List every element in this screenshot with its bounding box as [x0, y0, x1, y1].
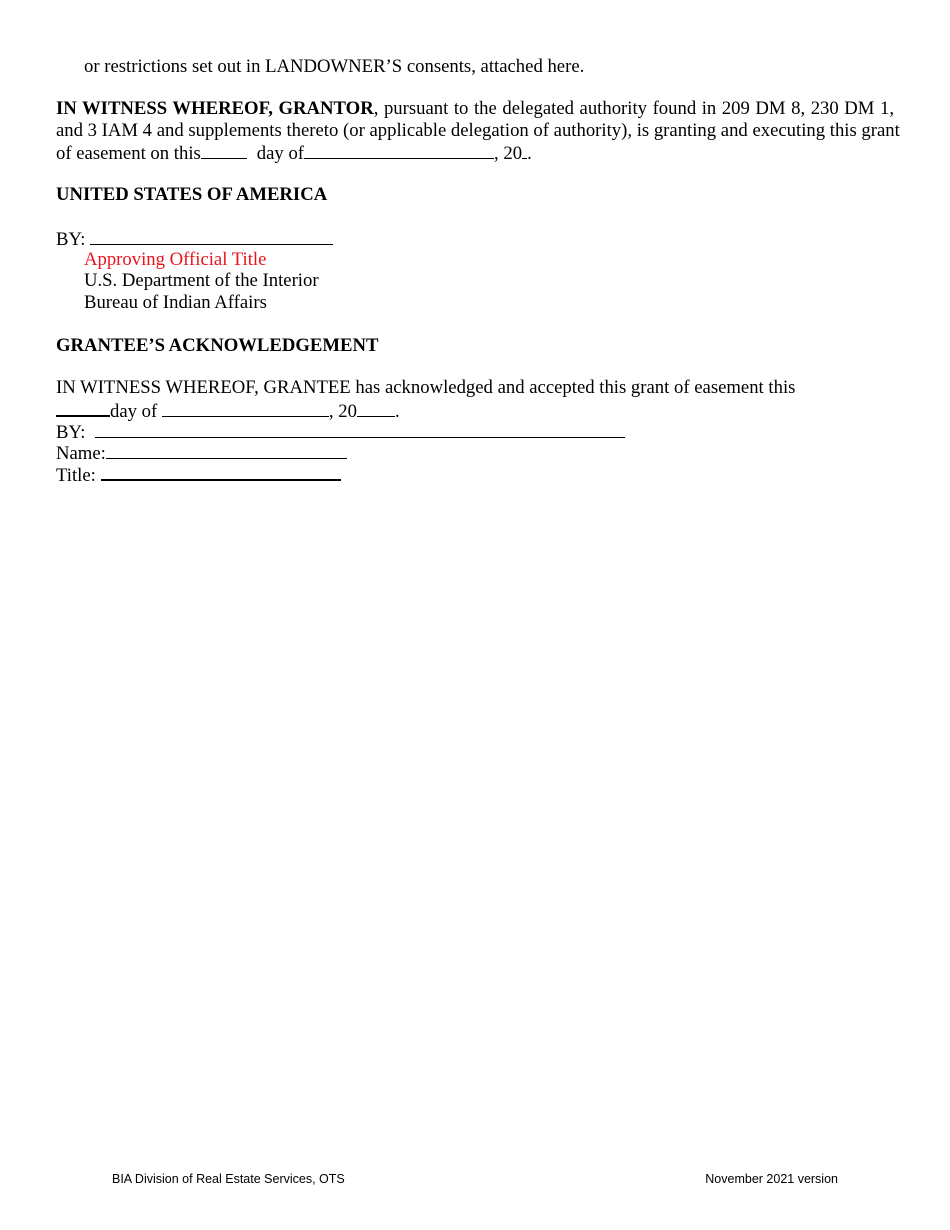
grantee-signature-blank[interactable] [95, 421, 625, 438]
approving-official-title: Approving Official Title [84, 249, 267, 270]
grantor-day-of-text: day of [256, 143, 305, 164]
easement-on-this-text: of easement on this [56, 143, 201, 164]
witness-grantee-line-2 [56, 399, 400, 423]
grantee-heading: GRANTEE’S ACKNOWLEDGEMENT [56, 335, 379, 356]
grantor-day-blank[interactable] [201, 142, 247, 159]
grantee-year-blank[interactable] [357, 400, 395, 417]
grantee-title-blank[interactable] [101, 463, 341, 481]
grantor-year-prefix: , 20 [494, 143, 523, 164]
usa-by-label: BY: [56, 229, 86, 250]
grantee-year-prefix: , 20 [328, 401, 357, 422]
grantee-name-blank[interactable] [106, 442, 347, 459]
witness-grantor-line-1 [56, 98, 894, 120]
usa-signature-blank[interactable] [90, 228, 333, 245]
grantor-period: . [527, 143, 532, 164]
grantor-month-blank[interactable] [304, 142, 494, 159]
grantee-period: . [394, 401, 400, 422]
department-name: U.S. Department of the Interior [84, 270, 319, 291]
usa-by-line [56, 228, 333, 251]
witness-grantee-line-1: IN WITNESS WHEREOF, GRANTEE has acknowledged and accepted this grant of easement this [56, 377, 796, 398]
grantee-title-label: Title: [56, 465, 96, 486]
witness-grantor-line-3 [56, 142, 532, 165]
grantee-title-line [56, 463, 341, 487]
usa-heading: UNITED STATES OF AMERICA [56, 184, 328, 205]
grantee-day-blank[interactable] [56, 399, 110, 417]
grantee-by-label: BY: [56, 422, 86, 443]
footer-right: November 2021 version [705, 1172, 838, 1186]
bureau-name: Bureau of Indian Affairs [84, 292, 267, 313]
grantee-by-line [56, 421, 625, 444]
footer-left: BIA Division of Real Estate Services, OTS [112, 1172, 345, 1186]
grantee-name-line [56, 442, 347, 465]
grantee-name-label: Name: [56, 443, 106, 464]
witness-grantor-lead: IN WITNESS WHEREOF, GRANTOR [56, 98, 374, 119]
preamble-text: or restrictions set out in LANDOWNER’S consents, attached here. [84, 56, 585, 77]
witness-grantor-line-2: and 3 IAM 4 and supplements thereto (or applicable delegation of authority), is granting and executing this grant [56, 120, 900, 141]
grantee-month-blank[interactable] [162, 400, 329, 417]
witness-grantor-line-1-rest: , pursuant to the delegated authority found in 209 DM 8, 230 DM 1, [373, 98, 894, 119]
grantee-day-of-text: day of [110, 401, 158, 422]
